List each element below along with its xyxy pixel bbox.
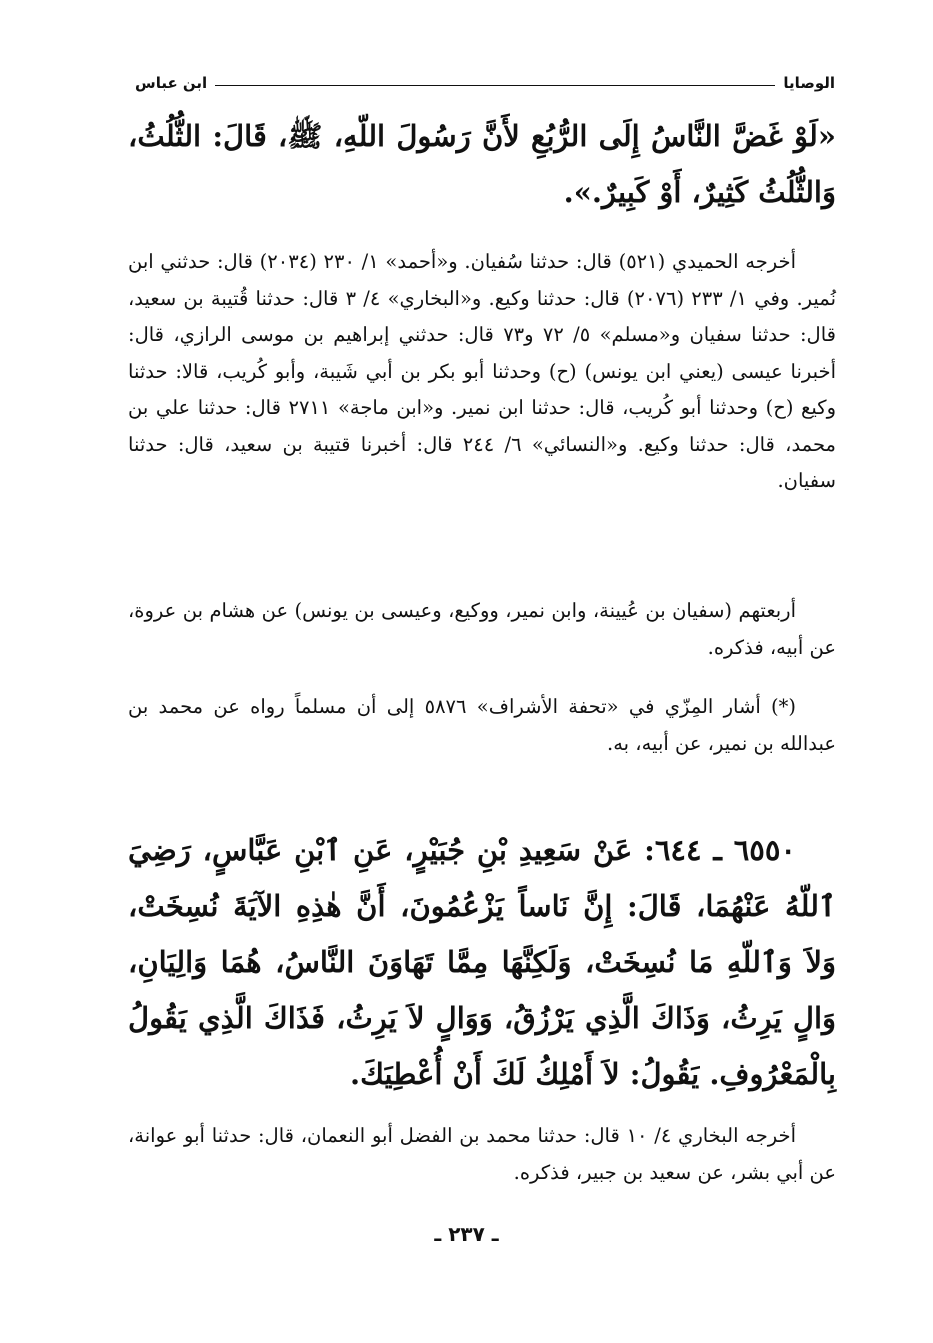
hadith-643-note: (*) أشار المِزّي في «تحفة الأشراف» ٥٨٧٦ إلى أن مسلماً رواه عن محمد بن عبدالله بن نمير، عن أبيه، به. <box>128 695 836 755</box>
running-header <box>135 64 835 92</box>
hadith-643-narrators: أربعتهم (سفيان بن عُيينة، وابن نمير، ووكيع، وعيسى بن يونس) عن هشام بن عروة، عن أبيه، فذكره. <box>128 599 836 659</box>
hadith-644-takhrij: أخرجه البخاري ٤/ ١٠ قال: حدثنا محمد بن الفضل أبو النعمان، قال: حدثنا أبو عوانة، عن أبي بشر، عن سعيد بن جبير، فذكره. <box>128 1124 836 1184</box>
hadith-644-matn: ٦٥٥٠ ـ ٦٤٤: عَنْ سَعِيدِ بْنِ جُبَيْرٍ، عَنِ ٱبْنِ عَبَّاسٍ، رَضِيَ ٱللّهُ عَنْهُمَا، قَالَ: إِنَّ نَاساً يَزْعُمُونَ، أَنَّ هٰذِهِ الآيَةَ نُسِخَتْ، وَلاَ وَٱللّهِ مَا نُسِخَتْ، وَلَكِنَّهَا مِمَّا تَهَاوَنَ النَّاسُ، هُمَا وَالِيَانِ، وَالٍ يَرِثُ، وَذَاكَ الَّذِي يَرْزُقُ، وَوَالٍ لاَ يَرِثُ، فَذَاكَ الَّذِي يَقُولُ بِالْمَعْرُوفِ. يَقُولُ: لاَ أَمْلِكُ لَكَ أَنْ أُعْطِيَكَ. <box>128 833 836 1091</box>
section-title: ابن عباس <box>135 74 208 92</box>
page-number: ـ ٢٣٧ ـ <box>434 1222 499 1246</box>
hadith-643-matn: «لَوْ غَضَّ النَّاسُ إِلَى الرُّبُعِ لأَنَّ رَسُولَ اللّهِ، ﷺ، قَالَ: الثُّلُثُ، وَالثُّلُثُ كَثِيرٌ، أَوْ كَبِيرٌ.». <box>128 119 836 209</box>
hadith-643-takhrij: أخرجه الحميدي (٥٢١) قال: حدثنا سُفيان. و«أحمد» ١/ ٢٣٠ (٢٠٣٤) قال: حدثني ابن نُمير. وفي ١/ ٢٣٣ (٢٠٧٦) قال: حدثنا وكيع. و«البخاري» ٤/ ٣ قال: حدثنا قُتيبة بن سعيد، قال: حدثنا سفيان و«مسلم» ٥/ ٧٢ و٧٣ قال: حدثني إبراهيم بن موسى الرازي، قال: أخبرنا عيسى (يعني ابن يونس) (ح) وحدثنا أبو بكر بن أبي شَيبة، وأبو كُريب، قالا: حدثنا وكيع (ح) وحدثنا أبو كُريب، قال: حدثنا ابن نمير. و«ابن ماجة» ٢٧١١ قال: حدثنا علي بن محمد، قال: حدثنا وكيع. و«النسائي» ٦/ ٢٤٤ قال: أخبرنا قتيبة بن سعيد، قال: حدثنا سفيان. <box>128 250 836 492</box>
book-title: الوصايا <box>783 74 835 92</box>
header-rule <box>215 85 775 86</box>
